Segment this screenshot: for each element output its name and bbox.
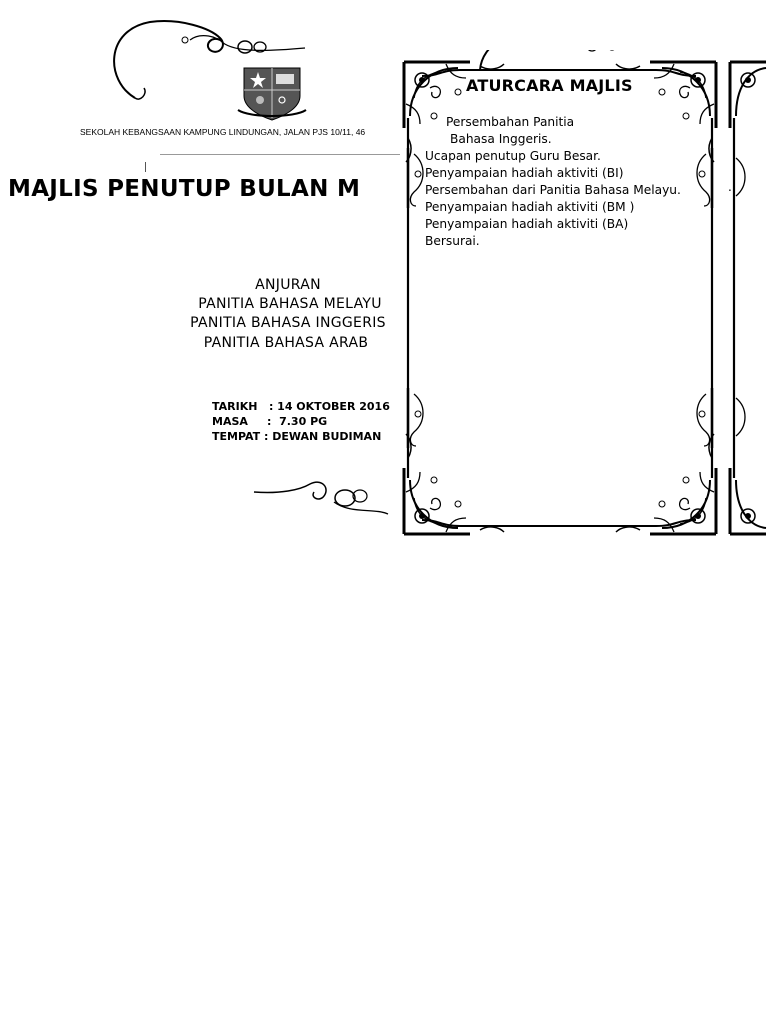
program-title: ATURCARA MAJLIS [466,76,633,95]
ornate-frame [400,58,720,538]
divider [160,154,400,155]
side-mark: . [728,180,732,194]
program-item: Persembahan Panitia [446,115,575,129]
program-item: Ucapan penutup Guru Besar. [425,149,601,163]
organizer-line: PANITIA BAHASA INGGERIS [190,315,386,331]
program-item: Penyampaian hadiah aktiviti (BA) [425,217,629,231]
program-item: Penyampaian hadiah aktiviti (BM ) [425,200,635,214]
event-title: MAJLIS PENUTUP BULAN M [8,176,361,202]
program-item: Penyampaian hadiah aktiviti (BI) [425,166,624,180]
program-item: Bahasa Inggeris. [450,132,552,146]
school-crest-logo [236,66,308,122]
school-address-line: SEKOLAH KEBANGSAAN KAMPUNG LINDUNGAN, JALAN PJS 10/11, 46 [80,127,366,137]
program-item: Persembahan dari Panitia Bahasa Melayu. [425,183,681,197]
invitation-card [0,0,400,540]
organizer-line: PANITIA BAHASA ARAB [203,335,369,351]
program-item: Bersurai. [425,234,480,248]
time-detail: MASA : 7.30 PG [212,415,328,428]
organized-by-label: ANJURAN [255,277,321,293]
venue-detail: TEMPAT : DEWAN BUDIMAN [212,430,382,443]
bottom-flourish-ornament [250,470,400,530]
divider [145,162,146,172]
organizer-line: PANITIA BAHASA MELAYU [198,296,382,312]
adjacent-frame-edge [726,58,768,538]
date-detail: TARIKH : 14 OKTOBER 2016 [212,400,390,413]
